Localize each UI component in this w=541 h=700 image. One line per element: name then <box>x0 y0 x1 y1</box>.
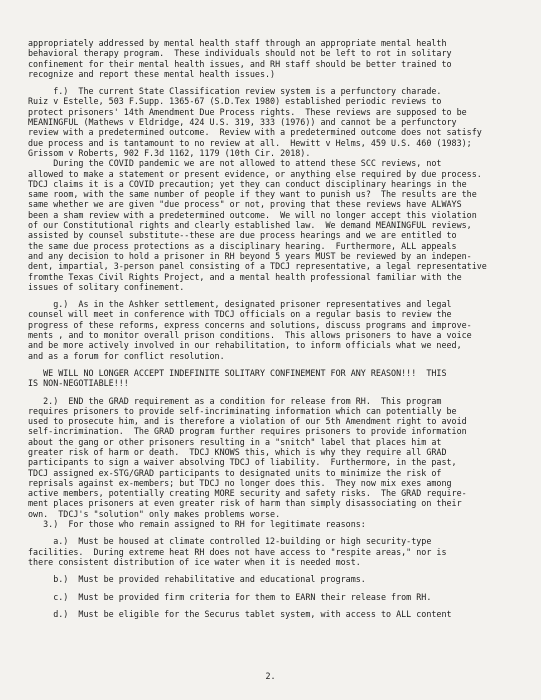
paragraph-gap <box>28 292 517 299</box>
text-line: reprisals against ex-members; but TDCJ no longer does this. They now mix exes among <box>28 477 452 488</box>
text-line: active members, potentially creating MORE security and safety risks. The GRAD require- <box>28 488 467 499</box>
text-line: ment places prisoners at even greater risk of harm than simply disassociating on their <box>28 498 462 509</box>
paragraph-gap <box>28 389 517 396</box>
continuation-paragraph <box>28 38 517 79</box>
text-line: 3.) For those who remain assigned to RH for legitimate reasons: <box>28 519 366 530</box>
paragraph-3c <box>28 592 517 602</box>
text-line: During the COVID pandemic we are not allowed to attend these SCC reviews, not <box>28 158 442 169</box>
paragraph-3b <box>28 574 517 584</box>
paragraph-covid <box>28 158 517 292</box>
text-line: due process and is tantamount to no review at all. Hewitt v Helms, 459 U.S. 460 (1983); <box>28 137 472 148</box>
text-line: of our Constitutional rights and clearly established law. We demand MEANINGFUL reviews, <box>28 220 472 231</box>
paragraph-gap <box>28 567 517 574</box>
text-line: greater risk of harm or death. TDCJ KNOWS this, which is why they require all GRAD <box>28 446 447 457</box>
text-line: d.) Must be eligible for the Securus tablet system, with access to ALL content <box>28 608 452 619</box>
paragraph-2 <box>28 396 517 520</box>
text-line: counsel will meet in conference with TDCJ officials on a regular basis to review the <box>28 309 452 320</box>
text-line: there consistent distribution of ice water when it is needed most. <box>28 556 361 567</box>
text-line: c.) Must be provided firm criteria for them to EARN their release from RH. <box>28 591 432 602</box>
text-line: IS NON-NEGOTIABLE!!! <box>28 378 129 389</box>
text-line: appropriately addressed by mental health staff through an appropriate mental health <box>28 38 447 48</box>
text-line: same room, with the same number of people if they want to punish us? The results are the <box>28 189 477 200</box>
text-line: the same due process protections as a disciplinary hearing. Furthermore, ALL appeals <box>28 240 457 251</box>
text-line: ments , and to monitor overall prison conditions. This allows prisoners to have a voice <box>28 330 472 341</box>
text-line: been a sham review with a predetermined outcome. We will no longer accept this violation <box>28 209 477 220</box>
text-line: participants to sign a waiver absolving TDCJ of liability. Furthermore, in the past, <box>28 457 457 468</box>
text-line: self-incrimination. The GRAD program further requires prisoners to provide information <box>28 426 467 437</box>
text-line: Ruiz v Estelle, 503 F.Supp. 1365-67 (S.D.Tex 1980) established periodic reviews to <box>28 96 442 107</box>
text-line: about the gang or other prisoners resulting in a "snitch" label that places him at <box>28 436 442 447</box>
text-line: issues of solitary confinement. <box>28 281 185 292</box>
text-line: Grissom v Roberts, 902 F.3d 1162, 1179 (10th Cir. 2018). <box>28 147 311 158</box>
paragraph-g <box>28 299 517 361</box>
text-line: recognize and report these mental health issues.) <box>28 68 276 79</box>
text-line: 2.) END the GRAD requirement as a condition for release from RH. This program <box>28 395 442 406</box>
text-line: review with a predetermined outcome. Review with a predetermined outcome does not satisfy <box>28 127 482 138</box>
paragraph-gap <box>28 529 517 536</box>
paragraph-3a <box>28 536 517 567</box>
text-line: and be more actively involved in our rehabilitation, to inform officials what we need, <box>28 340 462 351</box>
text-line: and as a forum for conflict resolution. <box>28 350 225 361</box>
paragraph-3d <box>28 609 517 619</box>
text-line: facilities. During extreme heat RH does not have access to "respite areas," nor is <box>28 546 447 557</box>
paragraph-f <box>28 86 517 158</box>
text-line: confinement for their mental health issues, and RH staff should be better trained to <box>28 58 452 69</box>
text-line: own. TDCJ's "solution" only makes problems worse. <box>28 508 281 519</box>
text-line: a.) Must be housed at climate controlled 12-building or high security-type <box>28 536 432 547</box>
text-line: f.) The current State Classification review system is a perfunctory charade. <box>28 86 442 97</box>
text-line: progress of these reforms, express concerns and solutions, discuss programs and improve- <box>28 319 472 330</box>
non-negotiable-statement <box>28 368 517 389</box>
text-line: TDCJ assigned ex-STG/GRAD participants to designated units to minimize the risk of <box>28 467 442 478</box>
paragraph-gap <box>28 361 517 368</box>
text-line: same whether we are given "due process" or not, proving that these reviews have ALWAYS <box>28 199 462 210</box>
text-line: requires prisoners to provide self-incriminating information which can potentially be <box>28 405 457 416</box>
page-number: 2. <box>265 671 276 681</box>
text-line: behavioral therapy program. These individuals should not be left to rot in solitary <box>28 48 452 59</box>
text-line: protect prisoners' 14th Amendment Due Process rights. These reviews are supposed to be <box>28 106 467 117</box>
text-line: fromthe Texas Civil Rights Project, and a mental health professional familiar with the <box>28 271 462 282</box>
text-line: g.) As in the Ashker settlement, designated prisoner representatives and legal <box>28 299 452 310</box>
text-line: b.) Must be provided rehabilitative and educational programs. <box>28 574 366 585</box>
paragraph-gap <box>28 602 517 609</box>
paragraph-3 <box>28 519 517 529</box>
paragraph-gap <box>28 585 517 592</box>
text-line: MEANINGFUL (Mathews v Eldridge, 424 U.S. 319, 333 (1976)) and cannot be a perfunctory <box>28 117 457 128</box>
text-line: and any decision to hold a prisoner in RH beyond 5 years MUST be reviewed by an indepen- <box>28 250 472 261</box>
document-body <box>28 38 517 619</box>
text-line: WE WILL NO LONGER ACCEPT INDEFINITE SOLITARY CONFINEMENT FOR ANY REASON!!! THIS <box>28 367 447 378</box>
text-line: allowed to make a statement or present evidence, or anything else required by due process. <box>28 168 482 179</box>
text-line: dent, impartial, 3-person panel consisting of a TDCJ representative, a legal representative <box>28 261 487 272</box>
paragraph-gap <box>28 79 517 86</box>
text-line: assisted by counsel substitute--these are due process hearings and we are entitled to <box>28 230 457 241</box>
text-line: used to prosecute him, and is therefore a violation of our 5th Amendment right to avoid <box>28 416 467 427</box>
text-line: TDCJ claims it is a COVID precaution; yet they can conduct disciplinary hearings in the <box>28 178 467 189</box>
